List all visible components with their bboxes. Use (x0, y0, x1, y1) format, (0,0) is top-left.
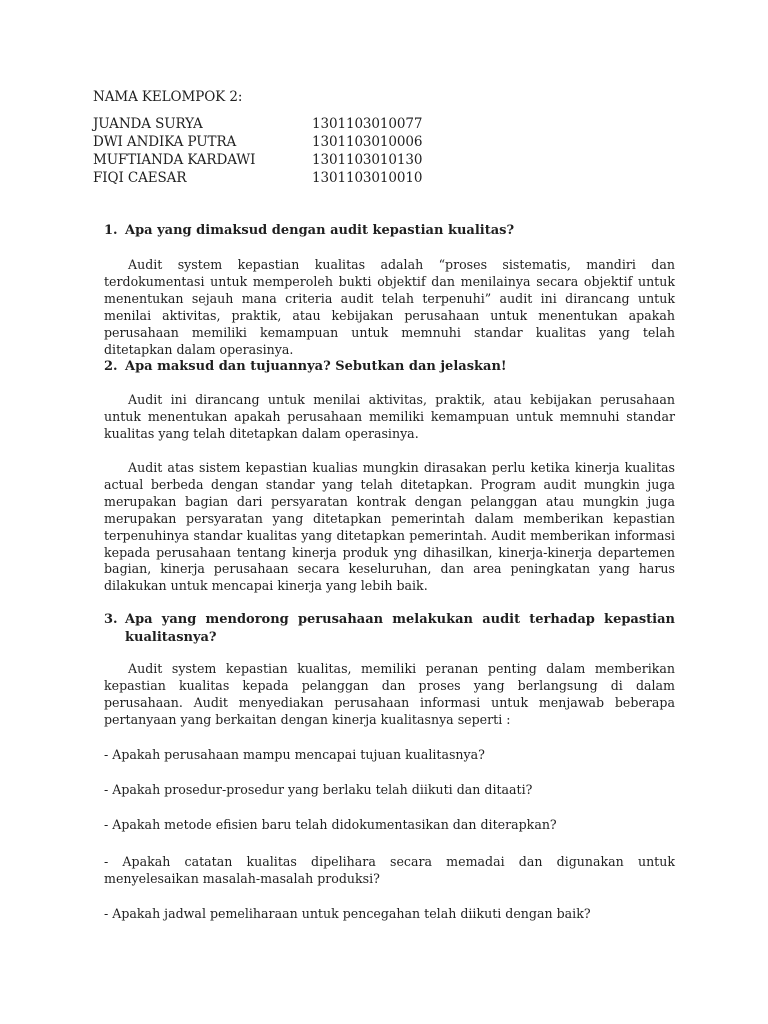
list-item: - Apakah prosedur-prosedur yang berlaku telah diikuti dan ditaati? (104, 782, 533, 797)
member-nim: 1301103010006 (312, 134, 423, 150)
question-number: 3. (104, 612, 118, 627)
answer-paragraph: Audit ini dirancang untuk menilai aktivitas, praktik, atau kebijakan perusahaan untuk menentukan apakah perusahaan memiliki kemampuan untuk memnuhi standar kualitas yang telah ditetapkan dalam operasinya. (104, 392, 675, 441)
member-name: DWI ANDIKA PUTRA (93, 134, 237, 150)
question-text-line2: kualitasnya? (125, 630, 217, 645)
list-item: - Apakah jadwal pemeliharaan untuk pencegahan telah diikuti dengan baik? (104, 906, 591, 921)
answer-paragraph: Audit atas sistem kepastian kualias mungkin dirasakan perlu ketika kinerja kualitas actual berbeda dengan standar yang telah ditetapkan. Program audit mungkin juga merupakan bagian dari persyaratan kontrak dengan pelanggan atau mungkin juga merupakan persyaratan yang ditetapkan pemerintah dalam memberikan kepastian terpenuhinya standar kualitas yang ditetapkan pemerintah. Audit memberikan informasi kepada perusahaan tentang kinerja produk yng dihasilkan, kinerja-kinerja departemen bagian, kinerja perusahaan secara keseluruhan, dan area peningkatan yang harus dilakukan untuk mencapai kinerja yang lebih baik. (104, 460, 675, 594)
question-1-heading (104, 222, 675, 240)
list-item: - Apakah perusahaan mampu mencapai tujuan kualitasnya? (104, 747, 485, 762)
question-3-heading (104, 611, 675, 647)
list-item: - Apakah metode efisien baru telah didokumentasikan dan diterapkan? (104, 817, 557, 832)
answer-paragraph: Audit system kepastian kualitas adalah “proses sistematis, mandiri dan terdokumentasi untuk memperoleh bukti objektif dan menilainya secara objektif untuk menentukan sejauh mana criteria audit telah terpenuhi” audit ini dirancang untuk menilai aktivitas, praktik, atau kebijakan perusahaan untuk menentukan apakah perusahaan memiliki kemampuan untuk memnuhi standar kualitas yang telah ditetapkan dalam operasinya. (104, 257, 675, 357)
member-name: JUANDA SURYA (93, 116, 203, 132)
member-nim: 1301103010130 (312, 152, 423, 168)
list-item: - Apakah catatan kualitas dipelihara secara memadai dan digunakan untuk menyelesaikan masalah-masalah produksi? (104, 854, 675, 886)
group-title: NAMA KELOMPOK 2: (93, 89, 243, 105)
member-name: MUFTIANDA KARDAWI (93, 152, 256, 168)
member-nim: 1301103010077 (312, 116, 423, 132)
question-text-line1: Apa yang mendorong perusahaan melakukan audit terhadap kepastian (125, 612, 675, 627)
question-text: Apa yang dimaksud dengan audit kepastian kualitas? (125, 223, 515, 238)
question-number: 2. (104, 359, 118, 374)
member-row (93, 133, 423, 151)
member-row (93, 115, 423, 133)
answer-paragraph: Audit system kepastian kualitas, memiliki peranan penting dalam memberikan kepastian kualitas kepada pelanggan dan proses yang berlangsung di dalam perusahaan. Audit menyediakan perusahaan informasi untuk menjawab beberapa pertanyaan yang berkaitan dengan kinerja kualitasnya seperti : (104, 661, 675, 727)
member-row (93, 169, 423, 187)
member-name: FIQI CAESAR (93, 170, 187, 186)
question-number: 1. (104, 223, 118, 238)
question-2-heading (104, 358, 675, 376)
member-nim: 1301103010010 (312, 170, 423, 186)
question-text: Apa maksud dan tujuannya? Sebutkan dan jelaskan! (125, 359, 507, 374)
member-row (93, 151, 423, 169)
